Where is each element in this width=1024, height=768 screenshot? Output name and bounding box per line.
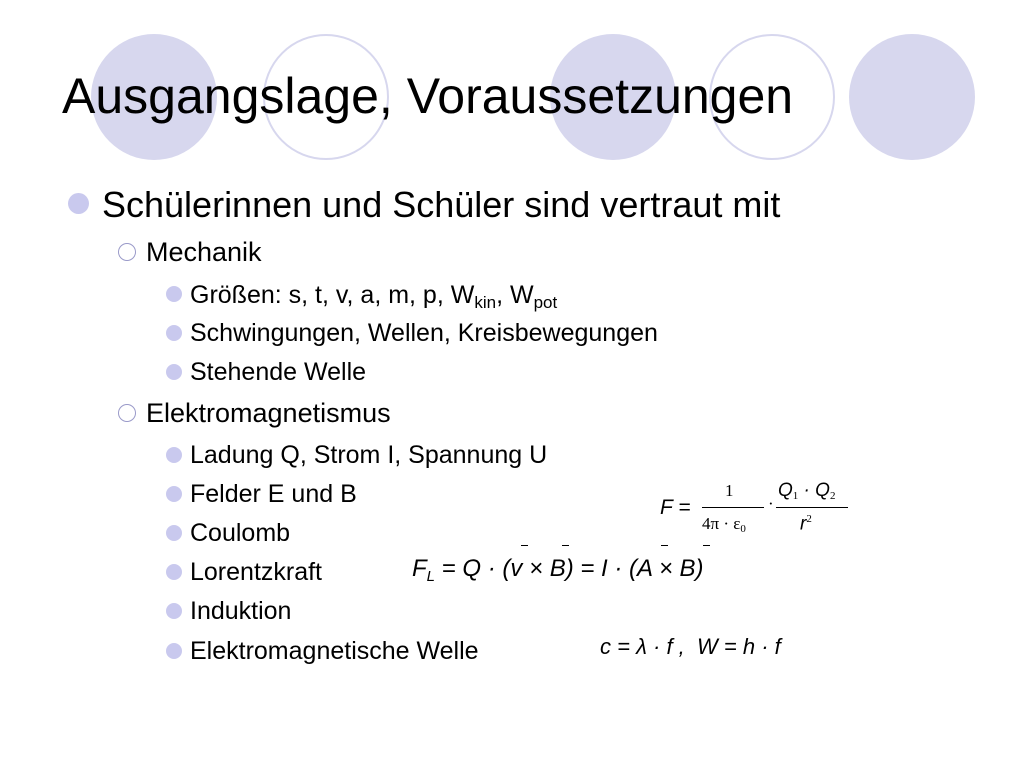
coulomb-lhs: F = <box>660 496 691 519</box>
groessen-text: Größen: s, t, v, a, m, p, W <box>190 281 475 309</box>
coulomb-den-text: 4π · ε <box>702 514 741 533</box>
slide-title: Ausgangslage, Voraussetzungen <box>62 68 794 124</box>
coulomb-den2 <box>800 513 812 535</box>
vector-mark-b2 <box>703 545 710 546</box>
elektro-item: Coulomb <box>190 519 291 547</box>
coulomb-den-sub: 0 <box>740 523 746 535</box>
bullet-level3 <box>166 447 182 463</box>
coulomb-den <box>702 514 746 534</box>
lorentz-formula <box>412 555 704 583</box>
coulomb-num2 <box>778 480 835 502</box>
coulomb-r: r <box>800 513 807 535</box>
coulomb-r-sup: 2 <box>806 513 812 525</box>
bullet-level3 <box>166 325 182 341</box>
bullet-level2 <box>118 404 136 422</box>
groessen-sub-pot: pot <box>533 293 558 312</box>
bullet-level2 <box>118 243 136 261</box>
vector-mark-a <box>661 545 668 546</box>
decor-circle-3 <box>849 34 975 160</box>
lorentz-lhs-sub: L <box>426 568 436 585</box>
elektro-item: Induktion <box>190 597 292 625</box>
mechanik-label: Mechanik <box>146 237 262 267</box>
stehende-welle-item: Stehende Welle <box>190 358 367 386</box>
groessen-item <box>190 280 557 310</box>
elektro-label: Elektromagnetismus <box>146 398 391 428</box>
bullet-level3 <box>166 364 182 380</box>
elektro-item: Felder E und B <box>190 480 357 508</box>
elektro-item: Lorentzkraft <box>190 558 323 586</box>
coulomb-formula <box>658 480 858 544</box>
lorentz-rhs: = Q · (v × B) = I · (A × B) <box>435 555 704 582</box>
elektro-item: Ladung Q, Strom I, Spannung U <box>190 441 548 469</box>
coulomb-dot: · <box>768 494 774 513</box>
main-bullet-text: Schülerinnen und Schüler sind vertraut mit <box>102 184 781 225</box>
bullet-level1 <box>68 193 89 214</box>
vector-mark-v <box>521 545 528 546</box>
wave-formula: c = λ · f , W = h · f <box>600 634 781 659</box>
coulomb-q2: · Q <box>798 480 830 501</box>
bullet-level3 <box>166 643 182 659</box>
coulomb-num: 1 <box>725 481 734 500</box>
vector-mark-b <box>562 545 569 546</box>
coulomb-fraction-bar <box>702 507 764 508</box>
groessen-text-mid: , W <box>496 281 534 309</box>
elektro-item: Elektromagnetische Welle <box>190 637 479 665</box>
groessen-sub-kin: kin <box>474 293 497 312</box>
bullet-level3 <box>166 525 182 541</box>
coulomb-q2-sub: 2 <box>829 490 836 502</box>
coulomb-q1: Q <box>778 480 793 501</box>
coulomb-fraction-bar-2 <box>776 507 848 508</box>
schwingungen-item: Schwingungen, Wellen, Kreisbewegungen <box>190 319 658 347</box>
coulomb-q1-sub: 1 <box>792 490 799 502</box>
bullet-level3 <box>166 286 182 302</box>
bullet-level3 <box>166 603 182 619</box>
bullet-level3 <box>166 564 182 580</box>
bullet-level3 <box>166 486 182 502</box>
lorentz-lhs: F <box>412 555 427 582</box>
